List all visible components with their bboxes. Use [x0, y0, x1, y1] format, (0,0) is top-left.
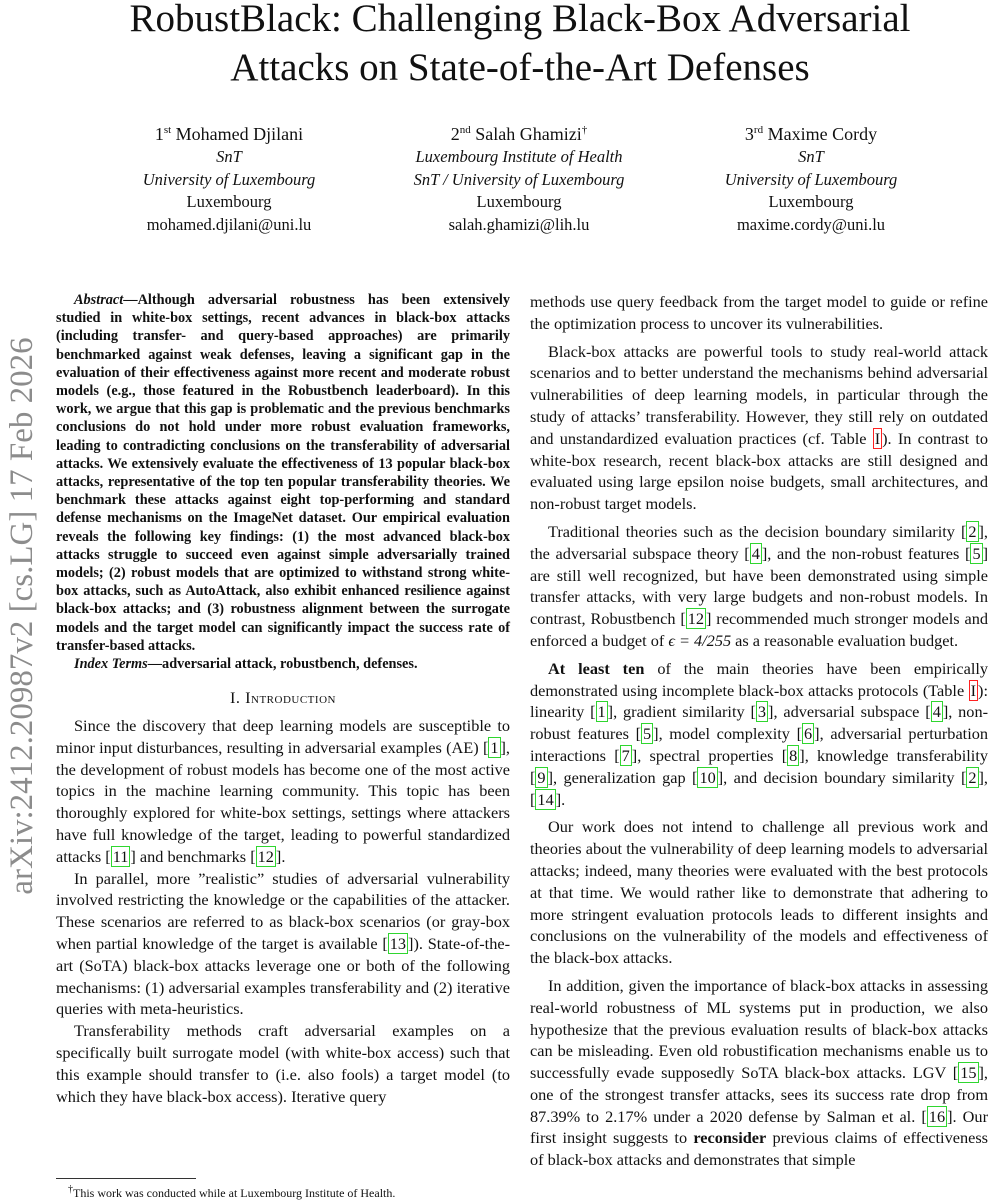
math-value: 2.17% [605, 1106, 648, 1126]
author-country: Luxembourg [186, 192, 272, 211]
author-country: Luxembourg [476, 192, 562, 211]
citation-link[interactable]: 10 [699, 767, 716, 787]
index-terms [56, 655, 510, 673]
citation-link[interactable]: 14 [537, 789, 554, 809]
intro-paragraph-1: Since the discovery that deep learning models are susceptible to minor input disturbances, resulting in adversarial examples (AE) [ 1 ], the development of robust models has become one of the most active topics in the machine learning community. This topic has been thoroughly explored for white-box settings, settings where attackers have full knowledge of the target, leading to powerful standardized attacks [ 11 ] and benchmarks [ 12 ]. [56, 716, 510, 866]
citation-link[interactable]: 15 [960, 1063, 977, 1083]
author-mark: † [581, 124, 588, 136]
index-terms-label: Index Terms [74, 656, 148, 673]
author-email: maxime.cordy@uni.lu [736, 214, 886, 234]
author-name: Salah Ghamizi [475, 124, 582, 144]
citation-link[interactable]: 4 [932, 702, 941, 722]
footnote-mark: † [68, 1184, 73, 1195]
abstract [56, 291, 510, 655]
citation-link[interactable]: 13 [389, 934, 407, 954]
table-link[interactable]: I [874, 428, 881, 448]
arxiv-identifier: arXiv:2412.20987v2 [cs.LG] 17 Feb 2026 [4, 337, 40, 895]
intro-paragraph-3: Transferability methods craft adversarial examples on a specifically built surrogate model (with white-box access) such that this example should transfer to (i.e. also fools) a target model (to which they have black-box access). Iterative query [56, 1021, 510, 1106]
author-affiliation: SnT [216, 147, 242, 166]
paper-title [40, 0, 1000, 92]
author-3: 3rd Maxime Cordy SnT University of Luxembourg Luxembourg maxime.cordy@uni.lu [724, 124, 898, 234]
author-affiliation: University of Luxembourg [142, 169, 316, 189]
intro-paragraph-2: In parallel, more ”realistic” studies of adversarial vulnerability involved restricting the knowledge or the capabilities of the attacker. These scenarios are referred to as black-box scenarios (or gray-box when partial knowledge of the target is available [ 13 ]). State-of-the-art (SoTA) black-box attacks leverage one or both of the following mechanisms: (1) adversarial examples transferability and (2) iterative queries with meta-heuristics. [56, 868, 510, 1019]
footnote [68, 1182, 395, 1201]
citation-link[interactable]: 16 [928, 1106, 946, 1126]
right-paragraph-3: At least ten of the main theories have been empirically demonstrated using incomplete black-box attacks protocols (Table I ): linearity [ 1 ], gradient similarity [ 3 ], adversarial subspace [ 4 ], non-robust features [ 5 ], model complexity [ 6 ], adversarial perturbation interactions [ 7 ], spectral properties [ 8 ], knowledge transferability [ 9 ], generalization gap [ 10 ], and decision boundary similarity [ 2 ], [ 14 ]. [530, 658, 989, 809]
title-line-1: RobustBlack: Challenging Black-Box Adversarial [129, 0, 911, 40]
citation-link[interactable]: 9 [537, 767, 546, 787]
citation-link[interactable]: 6 [804, 724, 813, 744]
citation-link[interactable]: 11 [112, 846, 129, 866]
author-affiliation: University of Luxembourg [724, 169, 898, 189]
author-name: Mohamed Djilani [175, 124, 304, 144]
author-email: salah.ghamizi@lih.lu [448, 214, 590, 234]
citation-link[interactable]: 7 [621, 745, 630, 765]
abstract-text: —Although adversarial robustness has been extensively studied in white-box settings, recent advances in black-box attacks (including transfer- and query-based approaches) are primarily benchmarked against weak defenses, leaving a significant gap in the evaluation of their effectiveness against more recent and moderate robust models (e.g., those featured in the Robustbench leaderboard). In this work, we argue that this gap is problematic and the previous benchmarks conclusions do not hold under more robust evaluation frameworks, leading to contradicting conclusions on the transferability of adversarial attacks. We extensively evaluate the effectiveness of 13 popular black-box attacks, representative of the top ten popular transferability theories. We benchmark these attacks against eight top-performing and standard defense mechanisms on the ImageNet dataset. Our empirical evaluation reveals the following key findings: (1) the most advanced black-box attacks struggle to succeed even against simple adversarially trained models; (2) robust models that are optimized to withstand strong white-box attacks, such as AutoAttack, also exhibit enhanced resilience against black-box attacks; and (3) robustness alignment between the surrogate models and the target model can significantly impact the success rate of transfer-based attacks. [56, 292, 510, 654]
citation-link[interactable]: 1 [597, 702, 606, 722]
citation-link[interactable]: 5 [643, 724, 652, 744]
right-paragraph-1: Black-box attacks are powerful tools to study real-world attack scenarios and to better understand the mechanisms behind adversarial vulnerabilities of deep learning models, in particular through the study of attacks’ transferability. However, they still rely on outdated and unstandardized evaluation practices (cf. Table I ). In contrast to white-box research, recent black-box attacks are still designed and evaluated using large epsilon noise budgets, small architectures, and non-robust target models. [530, 341, 989, 514]
citation-link[interactable]: 8 [789, 745, 798, 765]
citation-link[interactable]: 3 [757, 702, 767, 722]
footnote-divider [56, 1178, 196, 1179]
author-name: Maxime Cordy [767, 124, 878, 144]
title-line-2: Attacks on State-of-the-Art Defenses [230, 46, 810, 89]
citation-link[interactable]: 4 [751, 543, 760, 563]
author-email: mohamed.djilani@uni.lu [146, 214, 312, 234]
author-country: Luxembourg [768, 192, 854, 211]
author-1: 1st Mohamed Djilani SnT University of Luxembourg Luxembourg mohamed.djilani@uni.lu [142, 124, 316, 234]
citation-link[interactable]: 5 [972, 543, 981, 563]
author-affiliation: SnT / University of Luxembourg [413, 169, 625, 189]
footnote-text: This work was conducted while at Luxembourg Institute of Health. [73, 1186, 396, 1200]
right-paragraph-4: Our work does not intend to challenge all previous work and theories about the vulnerability of deep learning models to adversarial attacks; indeed, many theories were evaluated with the best protocols at that time. We would rather like to demonstrate that adhering to more stringent evaluation protocols leads to different insights and conclusions on the vulnerability of the models and effectiveness of the black-box attacks. [530, 817, 988, 968]
section-heading: I. Introduction [230, 688, 336, 708]
section-title: Introduction [245, 688, 336, 708]
left-column [56, 291, 510, 1107]
citation-link[interactable]: 12 [257, 846, 274, 866]
citation-link[interactable]: 1 [490, 737, 499, 757]
right-paragraph-2: Traditional theories such as the decision boundary similarity [ 2 ], the adversarial subspace theory [ 4 ], and the non-robust features [ 5 ] are still well recognized, but have been demonstrated using simple transfer attacks, with very large budgets and non-robust models. In contrast, Robustbench [ 12 ] recommended much stronger models and enforced a budget of ϵ = 4/255 as a reasonable evaluation budget. [530, 521, 989, 650]
right-paragraph-5: In addition, given the importance of black-box attacks in assessing real-world robustness of ML systems put in production, we also hypothesize that the previous evaluation results of black-box attacks can be misleading. Even old robustification mechanisms enable us to successfully evade supposedly SoTA black-box attacks. LGV [ 15 ], one of the strongest transfer attacks, sees its success rate drop from 87.39% to 2.17% under a 2020 defense by Salman et al. [ 16 ]. Our first insight suggests to reconsider previous claims of effectiveness of black-box attacks and demonstrates that simple [530, 975, 988, 1170]
citation-link[interactable]: 12 [687, 609, 705, 629]
index-terms-text: —adversarial attack, robustbench, defenses. [147, 656, 418, 673]
table-link[interactable]: I [970, 680, 977, 700]
right-paragraph-continuation: methods use query feedback from the target model to guide or refine the optimization process to uncover its vulnerabilities. [530, 292, 988, 333]
author-affiliation: Luxembourg Institute of Health [415, 147, 623, 166]
citation-link[interactable]: 2 [968, 521, 977, 541]
citation-link[interactable]: 2 [968, 767, 977, 787]
math-value: 87.39% [530, 1106, 581, 1126]
author-affiliation: SnT [798, 147, 824, 166]
author-2: 2nd Salah Ghamizi† Luxembourg Institute of Health SnT / University of Luxembourg Luxembourg salah.ghamizi@lih.lu [413, 124, 625, 234]
right-column [530, 291, 988, 1171]
abstract-label: Abstract [74, 292, 124, 308]
math-budget: ϵ = 4/255 [668, 630, 732, 650]
